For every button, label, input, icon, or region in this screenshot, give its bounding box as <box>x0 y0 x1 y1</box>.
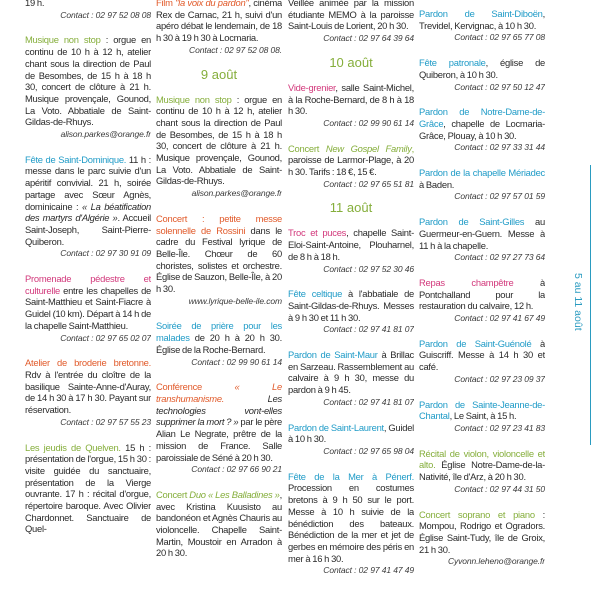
event-text <box>288 143 414 178</box>
event-entry <box>156 381 282 476</box>
event-contact: Contact : 02 99 90 61 14 <box>323 117 414 128</box>
event-description: , Trevidel, Kervignac, à 10 h 30. <box>419 8 545 31</box>
event-text <box>419 277 545 312</box>
event-title: Pardon de Saint-Guénolé <box>419 337 532 349</box>
event-description: , avec Kristina Kuusisto au bandonéon et Agnès Chauris au violoncelle. Chapelle Saint-Martin, Moustoir en Arradon à 20 h 30. <box>156 488 282 559</box>
event-entry <box>419 399 545 435</box>
event-text <box>288 422 414 445</box>
event-title: Pardon de Sainte-Jeanne-de-Chantal <box>419 398 545 422</box>
event-contact: Contact : 02 97 30 91 09 <box>60 248 151 259</box>
event-contact: Contact : 02 97 64 39 64 <box>323 33 414 44</box>
event-text <box>288 349 414 396</box>
event-text <box>419 216 545 251</box>
event-entry <box>156 489 282 559</box>
event-entry <box>288 143 414 191</box>
event-description: , église de Quiberon, à 10 h 30. <box>419 57 545 80</box>
event-description: : orgue en continu de 10 h à 12 h, atelier chant sous la direction de Paul de Besombes, de 15 h à 18 h 30, concert de clôture à 21 h. Musique provençale, Gounod, La Voto. Abbatiale de Saint-Gildas-de-Rhuys. <box>156 93 282 187</box>
event-contact: Contact : 02 97 44 31 50 <box>454 483 545 494</box>
event-contact: Contact : 02 97 65 51 81 <box>323 178 414 189</box>
event-title: Duo « Les Balladines » <box>189 488 280 500</box>
agenda-column-1 <box>25 0 151 600</box>
event-text <box>156 320 282 355</box>
event-title: Pardon de Saint-Maur <box>288 349 378 361</box>
event-title: , <box>411 142 414 154</box>
event-text <box>156 381 282 463</box>
event-contact: Contact : 02 97 41 81 07 <box>323 324 414 335</box>
event-description: Veillée animée par la mission étudiante MEMO à la paroisse Saint-Louis de Lorient, 20 h 30. <box>288 0 414 32</box>
event-text <box>419 338 545 373</box>
event-contact: Contact : 02 97 41 81 07 <box>323 396 414 407</box>
event-title: Film <box>156 0 176 8</box>
event-text <box>156 213 282 295</box>
event-contact: www.lyrique-belle-ile.com <box>188 295 282 306</box>
event-title: Les jeudis de Quelven. <box>25 441 121 453</box>
event-text <box>419 399 545 422</box>
event-text <box>288 288 414 323</box>
event-description: Église Notre-Dame-de-la-Nativité, île d'Arz, à 20 h 30. <box>419 459 545 483</box>
event-contact: Contact : 02 97 50 12 47 <box>454 81 545 92</box>
event-contact: Contact : 02 97 23 09 37 <box>454 373 545 384</box>
event-title: Pardon de la chapelle Mériadec <box>419 167 545 179</box>
event-description: , Guidel à 10 h 30. <box>288 421 414 445</box>
event-entry <box>156 94 282 200</box>
event-title: Musique non stop <box>25 34 101 46</box>
event-text <box>288 0 414 32</box>
event-title: Concert <box>288 142 326 154</box>
event-description: , cinéma Rex de Carnac, 21 h, suivi d'un apéro débat le lendemain, de 18 h 30 à 19 h 30 à Locmaria. <box>156 0 282 44</box>
event-contact: Contact : 02 97 57 55 23 <box>60 416 151 427</box>
event-entry <box>288 82 414 130</box>
event-title: Musique non stop <box>156 93 232 105</box>
event-entry <box>156 213 282 308</box>
event-entry <box>419 167 545 203</box>
event-entry <box>419 448 545 496</box>
event-text <box>419 8 545 31</box>
event-description: à Baden. <box>419 178 455 190</box>
event-description: : Mompou, Rodrigo et Ogradors. Église Saint-Tudy, île de Groix, 21 h 30. <box>419 508 545 555</box>
event-description: dans le cadre du Festival lyrique de Belle-Île. Chœur de 60 choristes, solistes et orchestre. Église de Sauzon, Belle-Île, à 20 h 30. <box>156 224 282 295</box>
event-title: Troc et puces <box>288 227 347 239</box>
event-text <box>419 509 545 556</box>
event-title: Fête patronale <box>419 57 486 69</box>
event-text <box>419 106 545 141</box>
event-entry <box>419 277 545 325</box>
event-contact: Contact : 02 97 66 90 21 <box>191 464 282 475</box>
date-heading: 11 août <box>329 200 373 216</box>
event-description: , chapelle de Locmaria-Grâce, Plouay, à 10 h 30. <box>419 117 545 141</box>
event-description: à Guiscriff. Messe à 14 h 30 et café. <box>419 337 545 373</box>
event-title: Pardon de Saint-Diboën <box>419 8 543 19</box>
agenda-column-4 <box>419 8 545 600</box>
event-contact: Contact : 02 97 23 41 83 <box>454 422 545 433</box>
event-contact: Cyvonn.leheno@orange.fr <box>447 556 545 567</box>
event-title: Promenade pédestre et culturelle <box>25 273 151 296</box>
event-entry <box>419 57 545 93</box>
event-text <box>25 442 151 536</box>
event-title: Concert <box>156 488 190 500</box>
event-title: Conférence <box>156 381 235 393</box>
event-description: à l'abbatiale de Saint-Gildas-de-Rhuys. Messes à 9 h 30 et 11 h 30. <box>288 288 414 323</box>
event-contact: Contact : 02 97 33 31 44 <box>454 142 545 153</box>
event-description: à Brillac en Sarzeau. Rassemblement au calvaire à 9 h 30, messe du pardon à 9 h 45. <box>288 349 414 396</box>
event-description: de 20 h à 20 h 30. Église de la Roche-Bernard. <box>156 332 282 355</box>
event-description: entre les chapelles de Saint-Matthieu et Saint-Fiacre à Guidel (10 km). Départ à 14 h de la chapelle Saint-Matthieu. <box>25 284 151 331</box>
event-contact: Contact : 02 97 52 08 08. <box>189 44 282 55</box>
event-text <box>419 448 545 483</box>
event-title: Vide-grenier <box>288 81 336 93</box>
event-text <box>156 489 282 559</box>
event-entry <box>25 0 151 21</box>
event-contact: Contact : 02 97 41 67 49 <box>454 313 545 324</box>
event-description: 11 h : messe dans le parc suivie d'un apéritif convivial. 21 h, soirée partage avec Sœur Agnès, dominicaine : <box>25 153 151 212</box>
event-text <box>25 154 151 248</box>
event-contact: Contact : 02 97 52 08 08 <box>60 9 151 20</box>
event-text <box>25 34 151 128</box>
event-text <box>288 82 414 117</box>
event-contact: Contact : 02 97 52 30 46 <box>323 263 414 274</box>
event-description: 19 h. <box>25 0 45 8</box>
event-entry <box>419 106 545 154</box>
event-description: Rdv à l'entrée du cloître de la basilique Sainte-Anne-d'Auray, de 14 h 30 à 17 h 30. Payant sur réservation. <box>25 368 151 416</box>
event-description: par le père Alian Le Negrate, prêtre de la mission de France. Salle paroissiale de Séné à 20 h 30. <box>156 416 282 463</box>
event-contact: alison.parkes@orange.fr <box>60 129 151 140</box>
event-title: Pardon de Saint-Gilles <box>419 216 525 228</box>
agenda-column-3 <box>288 0 414 600</box>
event-title: Concert : petite messe solennelle de Rossini <box>156 212 282 236</box>
tab-rule <box>590 165 592 445</box>
event-contact: alison.parkes@orange.fr <box>191 188 282 199</box>
event-description: au Guermeur-en-Guern. Messe à 11 h à la chapelle. <box>419 216 545 251</box>
event-title: Fête celtique <box>288 288 343 300</box>
event-description: « La béatification des martyrs d'Algérie » <box>25 200 151 224</box>
event-description: Les technologies vont-elles supprimer la mort ? » <box>156 392 282 428</box>
event-title: Repas champêtre <box>419 276 514 288</box>
event-title: Fête de Saint-Dominique. <box>25 153 127 165</box>
event-entry <box>25 34 151 140</box>
event-description: , chapelle Saint-Eloi-Saint-Antoine, Plouharnel, de 8 h à 18 h. <box>288 227 414 262</box>
event-entry <box>25 357 151 428</box>
event-contact: Contact : 02 97 57 01 59 <box>454 191 545 202</box>
event-contact: Contact : 02 97 65 02 07 <box>60 332 151 343</box>
event-title: New Gospel Family <box>325 142 412 154</box>
event-text <box>419 57 545 80</box>
event-title: « Le transhumanisme. <box>156 381 282 404</box>
event-title: Fête de la Mer à Pénerf. <box>288 470 414 482</box>
event-title: "la voix du pardon" <box>175 0 249 8</box>
event-contact: Contact : 02 99 90 61 14 <box>191 356 282 367</box>
event-entry <box>156 320 282 368</box>
event-entry <box>25 154 151 260</box>
event-text <box>25 357 151 416</box>
event-contact: Contact : 02 97 27 73 64 <box>454 252 545 263</box>
event-title: Concert soprano et piano <box>419 508 535 520</box>
event-description: , salle Saint-Michel, à la Roche-Bernard, de 8 h à 18 h 30. <box>288 81 414 117</box>
event-title: Soirée de prière pour les malades <box>156 320 282 344</box>
event-entry <box>419 509 545 569</box>
event-entry <box>419 216 545 264</box>
date-range-label: 5 au 11 août <box>572 273 584 331</box>
event-text <box>288 471 414 565</box>
event-entry <box>288 288 414 336</box>
event-description: à Pontchalland pour la restauration du calvaire, 12 h. <box>419 276 545 312</box>
event-title: Pardon de Saint-Laurent <box>288 421 384 433</box>
event-text <box>156 94 282 188</box>
event-entry <box>288 0 414 45</box>
agenda-column-2 <box>156 0 282 600</box>
event-title: Atelier de broderie bretonne. <box>25 357 151 369</box>
event-entry <box>288 422 414 458</box>
event-text <box>25 273 151 332</box>
event-contact: Contact : 02 97 65 77 08 <box>454 32 545 43</box>
event-description: : orgue en continu de 10 h à 12 h, atelier chant sous la direction de Paul de Besombes, de 15 h à 18 h 30, concert de clôture à 21 h. Musique provençale, Gounod, La Voto. Abbatiale de Saint-Gildas-de-Rhuys. <box>25 34 151 128</box>
event-contact: Contact : 02 97 41 47 49 <box>323 565 414 576</box>
event-entry <box>419 8 545 44</box>
event-text <box>25 0 151 9</box>
event-description: , Le Saint, à 15 h. <box>449 410 517 422</box>
event-title: Récital de violon, violoncelle et alto. <box>419 447 545 471</box>
event-description: paroisse de Larmor-Plage, à 20 h 30. Tarifs : 18 €, 15 €. <box>288 154 414 178</box>
event-entry <box>25 442 151 536</box>
event-entry <box>288 349 414 409</box>
event-text <box>288 227 414 262</box>
date-heading: 10 août <box>329 54 373 70</box>
event-entry <box>156 0 282 57</box>
event-entry <box>288 471 414 577</box>
event-title: Pardon de Notre-Dame-de-Grâce <box>419 106 545 129</box>
event-entry <box>419 338 545 386</box>
event-entry <box>25 273 151 344</box>
event-text <box>419 167 545 190</box>
event-text <box>156 0 282 44</box>
date-range-tab <box>568 165 594 445</box>
date-heading: 9 août <box>200 66 238 82</box>
event-description: Procession en costumes bretons à 9 h 50 sur le port. Messe à 10 h suivie de la bénédiction des bateaux. Bénédiction de la mer et jet de gerbes en mémoire des péris en mer à 16 h 30. <box>288 482 414 564</box>
event-contact: Contact : 02 97 65 98 04 <box>323 445 414 456</box>
event-description: 15 h : présentation de l'orgue, 15 h 30 : visite guidée du sanctuaire, présentation de la Vierge ouvrante. 17 h : récital d'orgue, répertoire baroque. Avec Olivier Chardonnet. Sanctuaire de Quel- <box>25 441 151 535</box>
event-description: . Accueil Saint-Joseph, Saint-Pierre-Quiberon. <box>25 212 151 247</box>
event-entry <box>288 227 414 275</box>
